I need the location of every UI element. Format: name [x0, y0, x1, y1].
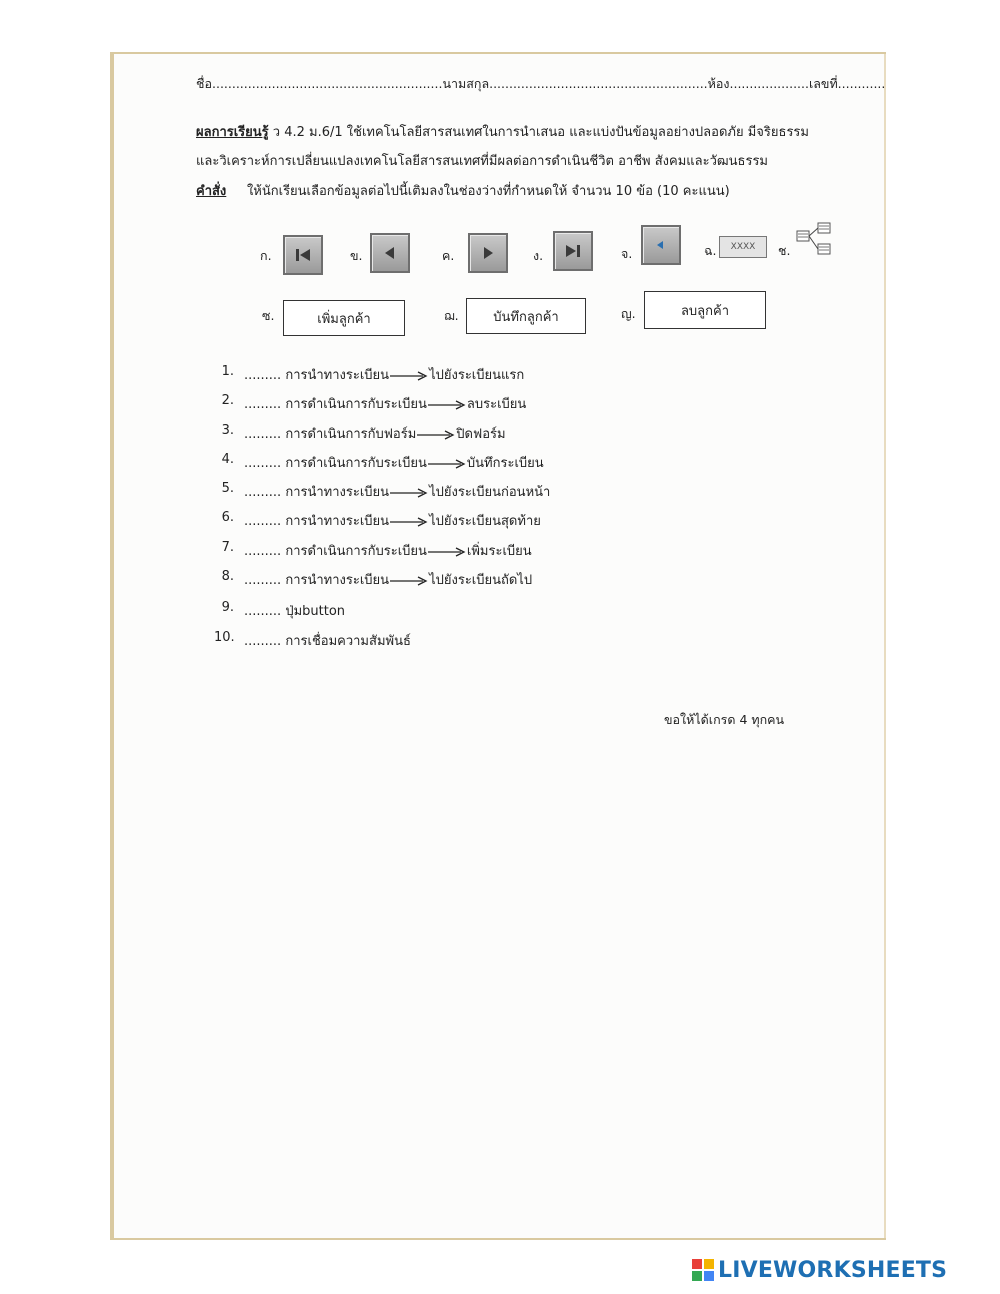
brand-logo	[692, 1256, 947, 1284]
save-customer-button-sample: บันทึกลูกค้า	[466, 298, 586, 334]
question-category: การดำเนินการกับระเบียน	[285, 544, 427, 559]
arrow-right-icon	[390, 488, 428, 498]
question-row	[244, 510, 541, 531]
first-record-icon	[283, 235, 323, 275]
question-number: 8.	[221, 569, 234, 584]
question-action: บันทึกระเบียน	[466, 456, 544, 471]
button-control-icon: XXXX	[719, 236, 767, 258]
question-row	[244, 393, 526, 414]
question-number: 5.	[221, 481, 234, 496]
option-label-b: ข.	[350, 248, 363, 263]
instruction-text: ให้นักเรียนเลือกข้อมูลต่อไปนี้เติมลงในช่องว่างที่กำหนดให้ จำนวน 10 ข้อ (10 คะแนน)	[246, 184, 730, 199]
learning-outcome-line-2: และวิเคราะห์การเปลี่ยนแปลงเทคโนโลยีสารสนเทศที่มีผลต่อการดำเนินชีวิต อาชีพ สังคมและวัฒนธรรม	[196, 154, 768, 169]
option-label-c: ค.	[442, 248, 455, 263]
question-action: ไปยังระเบียนแรก	[429, 368, 525, 383]
arrow-right-icon	[428, 400, 466, 410]
question-number: 10.	[214, 630, 235, 645]
question-number: 4.	[221, 452, 234, 467]
option-label-i: ฌ.	[444, 308, 459, 323]
question-number: 1.	[221, 364, 234, 379]
question-category: ปุ่มbutton	[285, 604, 346, 619]
option-label-h: ซ.	[262, 308, 275, 323]
instruction-line	[196, 180, 730, 201]
question-row	[244, 630, 411, 651]
question-category: การดำเนินการกับระเบียน	[285, 397, 427, 412]
answer-blank[interactable]: .........	[244, 604, 282, 619]
answer-blank[interactable]: .........	[244, 397, 282, 412]
delete-customer-button-sample: ลบลูกค้า	[644, 291, 766, 329]
option-label-g: ช.	[778, 243, 791, 258]
question-number: 3.	[221, 423, 234, 438]
question-row	[244, 364, 524, 385]
option-label-f: ฉ.	[704, 243, 717, 258]
question-category: การนำทางระเบียน	[285, 514, 390, 529]
question-row	[244, 452, 544, 473]
close-form-icon	[641, 225, 681, 265]
question-category: การเชื่อมความสัมพันธ์	[285, 634, 411, 649]
add-customer-button-sample: เพิ่มลูกค้า	[283, 300, 405, 336]
name-line: ชื่อ..........................................................นามสกุล.......................................................ห้อง....................เลขที่............	[196, 76, 886, 91]
question-number: 6.	[221, 510, 234, 525]
footer-note: ขอให้ได้เกรด 4 ทุกคน	[664, 712, 785, 727]
answer-blank[interactable]: .........	[244, 485, 282, 500]
question-action: ลบระเบียน	[466, 397, 527, 412]
question-category: การดำเนินการกับระเบียน	[285, 456, 427, 471]
arrow-right-icon	[428, 459, 466, 469]
question-row	[244, 569, 532, 590]
option-label-a: ก.	[260, 248, 272, 263]
question-row	[244, 600, 345, 621]
question-row	[244, 540, 532, 561]
question-number: 9.	[221, 600, 234, 615]
question-action: เพิ่มระเบียน	[466, 544, 532, 559]
brand-name: LIVEWORKSHEETS	[718, 1257, 948, 1283]
instruction-label: คำสั่ง	[196, 184, 227, 199]
question-row	[244, 423, 506, 444]
liveworksheets-logo-icon	[692, 1259, 714, 1281]
arrow-right-icon	[390, 517, 428, 527]
learning-outcome-label: ผลการเรียนรู้	[196, 125, 269, 140]
next-record-icon	[468, 233, 508, 273]
arrow-right-icon	[417, 430, 455, 440]
previous-record-icon	[370, 233, 410, 273]
question-category: การดำเนินการกับฟอร์ม	[285, 427, 417, 442]
answer-blank[interactable]: .........	[244, 427, 282, 442]
question-action: ไปยังระเบียนก่อนหน้า	[429, 485, 551, 500]
option-label-j: ญ.	[621, 306, 636, 321]
last-record-icon	[553, 231, 593, 271]
question-row	[244, 481, 550, 502]
answer-blank[interactable]: .........	[244, 573, 282, 588]
answer-blank[interactable]: .........	[244, 634, 282, 649]
question-action: ไปยังระเบียนสุดท้าย	[429, 514, 541, 529]
learning-outcome-line-1	[196, 121, 809, 142]
question-number: 2.	[221, 393, 234, 408]
option-label-e: จ.	[621, 246, 633, 261]
option-label-d: ง.	[533, 248, 544, 263]
learning-outcome-text-1: ว 4.2 ม.6/1 ใช้เทคโนโลยีสารสนเทศในการนำเสนอ และแบ่งปันข้อมูลอย่างปลอดภัย มีจริยธรรม	[272, 125, 809, 140]
arrow-right-icon	[428, 547, 466, 557]
question-number: 7.	[221, 540, 234, 555]
answer-blank[interactable]: .........	[244, 544, 282, 559]
answer-blank[interactable]: .........	[244, 456, 282, 471]
arrow-right-icon	[390, 371, 428, 381]
question-action: ไปยังระเบียนถัดไป	[429, 573, 533, 588]
question-category: การนำทางระเบียน	[285, 368, 390, 383]
worksheet-page	[114, 54, 884, 1238]
answer-blank[interactable]: .........	[244, 514, 282, 529]
question-category: การนำทางระเบียน	[285, 485, 390, 500]
answer-blank[interactable]: .........	[244, 368, 282, 383]
relationships-icon	[796, 222, 832, 256]
question-category: การนำทางระเบียน	[285, 573, 390, 588]
question-action: ปิดฟอร์ม	[456, 427, 506, 442]
arrow-right-icon	[390, 576, 428, 586]
